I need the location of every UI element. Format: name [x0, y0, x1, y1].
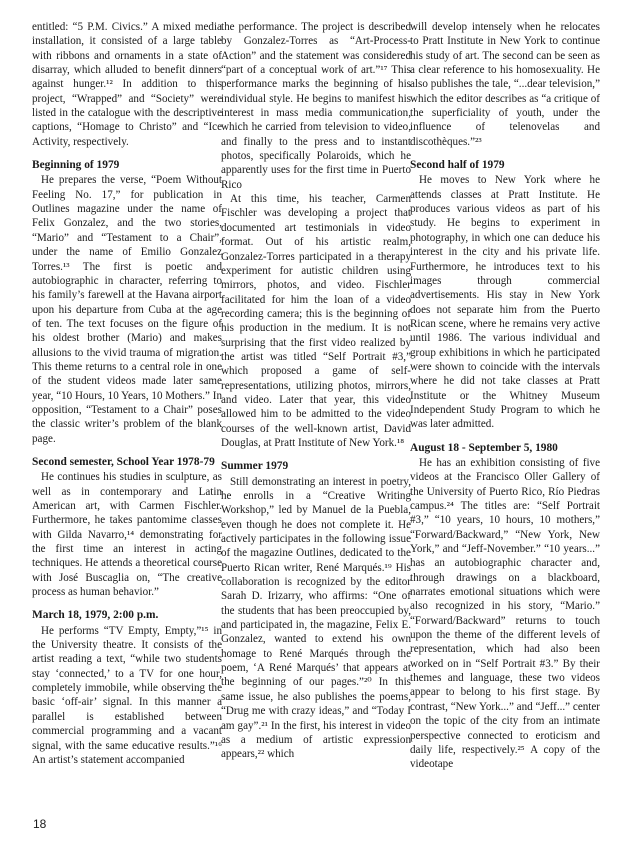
- body-paragraph: He continues his studies in sculpture, as well as in contemporary and Latin American art, with Carmen Fischler. Furthermore, he takes pantomime classes with Gilda Navarro,¹⁴ demonstrating for the first time an interest in acting techniques. He attends a theoretical course with José Buscaglia on, “The creative process as human behavior.”: [32, 471, 222, 599]
- section-heading: Second semester, School Year 1978-79: [32, 455, 215, 468]
- body-paragraph: He prepares the verse, “Poem Without Feeling No. 17,” for publication in Outlines magazine under the name of Felix Gonzalez, and the two stories, “Mario” and “Testament to a Chair”, under the name of Emilio Gonzalez Torres.¹³ The first is poetic and autobiographic in character, referring to his family’s farewell at the Havana airport upon his departure from Cuba at the age of ten. The text focuses on the figure of his oldest brother (Mario) and makes allusions to the vivid trauma of migration. This theme returns to a central role in one of the student videos made later same year, “10 Hours, 10 Years, 10 Mothers.” In opposition, “Testament to a Chair” poses the classic writer’s problem of the blank page.: [32, 174, 222, 445]
- section-heading: March 18, 1979, 2:00 p.m.: [32, 609, 159, 622]
- body-paragraph: will develop intensely when he relocates to Pratt Institute in New York to continue his study of art. The second can be seen as a clear reference to his homosexuality. He also publishes the tale, “...dear television,” which the editor describes as “a critique of the superficiality of youth, under the influence of telenovelas and discothèques.”²³: [410, 21, 600, 148]
- page-number: 18: [33, 817, 47, 831]
- text-column-2: [221, 20, 411, 762]
- section-heading: August 18 - September 5, 1980: [410, 441, 558, 454]
- body-paragraph: Still demonstrating an interest in poetry, he enrolls in a “Creative Writing Workshop,” led by Manuel de la Puebla, even though he does not complete it. He actively participates in the following issue of the magazine Outlines, dedicated to the Puerto Rican writer, René Marqués.¹⁹ His collaboration is recognized by the editor Sarah D. Irizarry, who affirms: “One of the students that has been preoccupied by, and participated in, the magazine, Felix E. Gonzalez, wanted to extend his own homage to René Marqués through the poem, ‘A René Marqués’ that appears at the beginning of our pages.”²⁰ In this same issue, he also publishes the poems, “Drug me with crazy ideas,” and “Today I am gay”.²¹ In the first, his interest in video as a medium of artistic expression appears,²² which: [221, 475, 411, 761]
- body-paragraph: He has an exhibition consisting of five videos at the Francisco Oller Gallery of the University of Puerto Rico, Río Piedras campus.²⁴ The titles are: “Self Portrait #3,” “10 years, 10 hours, 10 mothers,” “Forward/Backward,” “New York, New York,” and “Jeff-November.” “10 years...” has an autobiographic character and, through drawings on a blackboard, narrates emotional situations which were also recognized in his story, “Mario.” “Forward/Backward” returns to touch upon the theme of the different levels of representation, which had also been worked on in “Self Portrait #3.” By their themes and language, these two videos appear to belong to his first stage. By contrast, “New York...” and “Jeff...” center on the topic of the city from an intimate perspective connected to eroticism and daily life, respectively.²⁵ A copy of the videotape: [410, 456, 600, 771]
- section-heading: Second half of 1979: [410, 159, 505, 172]
- body-paragraph: He performs “TV Empty, Empty,”¹⁵ in the University theatre. It consists of the artist reading a text, “while two students stay ‘connected,’ to a TV for one hour, completely immobile, while observing the basic ‘off-air’ signal. In this manner a parallel is established between commercial programming and a vacant signal, with the same educative results.”¹⁶ An artist’s statement accompanied: [32, 624, 222, 766]
- body-paragraph: the performance. The project is described by Gonzalez-Torres as “Art-Process-Action” and the statement was considered “part of a conceptual work of art.”¹⁷ This performance marks the beginning of his individual style. He begins to manifest his interest in mass media communication, which he carried from television to video, and finally to the press and to instant photos, specifically Polaroids, which he apparently uses for the first time in Puerto Rico: [221, 21, 411, 191]
- text-column-1: [32, 20, 222, 767]
- body-paragraph: He moves to New York where he attends classes at Pratt Institute. He produces various videos as part of his study. He begins to experiment in photography, in which one can deduce his interest in the city and his private life. Furthermore, he introduces text to his images through commercial advertisements. His stay in New York does not separate him from the Puerto Rican scene, where he remains very active until 1986. The various individual and group exhibitions in which he participated were shown to coincide with the intervals where he did not take classes at Pratt Institute or the Whitney Museum Independent Study Program to which he was later admitted.: [410, 174, 600, 431]
- text-column-3: [410, 20, 600, 772]
- section-heading: Beginning of 1979: [32, 159, 120, 172]
- body-paragraph: entitled: “5 P.M. Civics.” A mixed media installation, it consisted of a large table with ribbons and ornaments in a state of disarray, which alluded to benefit dinners against hunger.¹² In addition to this project, “Wrapped” and “Society” were listed in the catalogue with the descriptive captions, “Homage to Christo” and “Ice Activity, respectively.: [32, 21, 222, 148]
- body-paragraph: At this time, his teacher, Carmen Fischler was developing a project that documented art testimonials in video format. Out of his artistic realm, Gonzalez-Torres participated in a therapy experiment for autistic children using mirrors, photos, and video. Fischler facilitated for him the loan of a video recording camera; this is the beginning of his production in the medium. It is not surprising that the first video realized by the artist was titled “Self Portrait #3,” which proposed a game of self-representations, utilizing photos, mirrors, and video. Later that year, this video allowed him to be admitted to the video courses of the well-known artist, David Douglas, at Pratt Institute of New York.¹⁸: [221, 193, 411, 449]
- section-heading: Summer 1979: [221, 460, 289, 473]
